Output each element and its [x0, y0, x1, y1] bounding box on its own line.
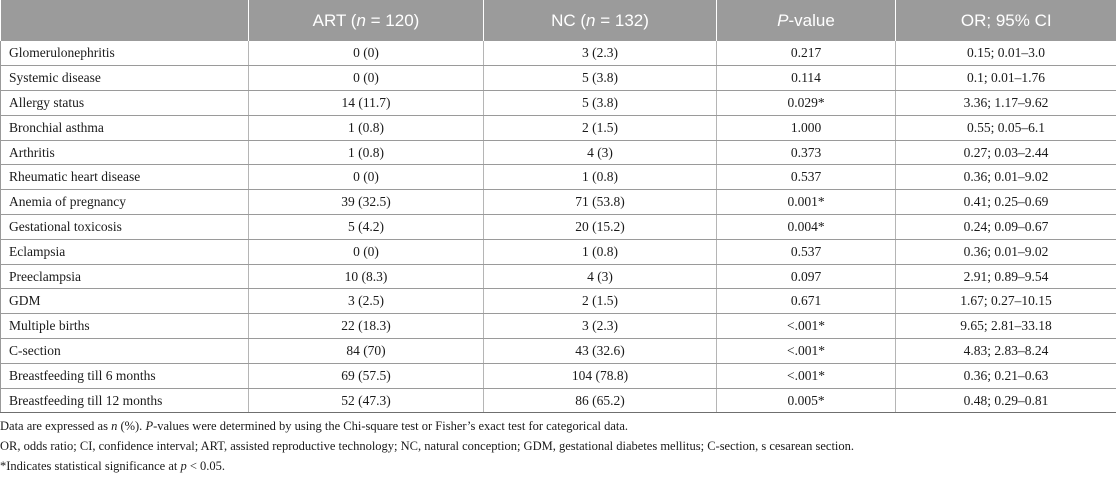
table-footnotes	[0, 416, 1110, 476]
table-row	[1, 66, 1116, 91]
cell-nc: 2 (1.5)	[484, 289, 717, 314]
cell-variable: GDM	[1, 289, 249, 314]
cell-art: 84 (70)	[249, 339, 484, 364]
cell-art: 10 (8.3)	[249, 264, 484, 289]
cell-nc: 1 (0.8)	[484, 165, 717, 190]
cell-p-value: 0.001*	[717, 190, 896, 215]
cell-p-value: 0.671	[717, 289, 896, 314]
cell-p-value: 0.537	[717, 165, 896, 190]
table-row	[1, 41, 1116, 66]
cell-or-ci: 2.91; 0.89–9.54	[896, 264, 1116, 289]
cell-or-ci: 0.1; 0.01–1.76	[896, 66, 1116, 91]
table-row	[1, 239, 1116, 264]
cell-variable: Gestational toxicosis	[1, 215, 249, 240]
cell-p-value: 0.004*	[717, 215, 896, 240]
footnote-data-expression	[0, 416, 1110, 436]
cell-or-ci: 0.48; 0.29–0.81	[896, 388, 1116, 413]
cell-p-value: 1.000	[717, 115, 896, 140]
cell-or-ci: 0.27; 0.03–2.44	[896, 140, 1116, 165]
table-row	[1, 91, 1116, 116]
footnote-abbreviations	[0, 436, 1110, 456]
table-row	[1, 190, 1116, 215]
cell-or-ci: 9.65; 2.81–33.18	[896, 314, 1116, 339]
cell-nc: 5 (3.8)	[484, 91, 717, 116]
cell-nc: 4 (3)	[484, 264, 717, 289]
table-row	[1, 289, 1116, 314]
cell-p-value: 0.217	[717, 41, 896, 66]
cell-or-ci: 3.36; 1.17–9.62	[896, 91, 1116, 116]
cell-p-value: <.001*	[717, 339, 896, 364]
cell-art: 0 (0)	[249, 165, 484, 190]
cell-nc: 2 (1.5)	[484, 115, 717, 140]
cell-p-value: 0.097	[717, 264, 896, 289]
cell-nc: 20 (15.2)	[484, 215, 717, 240]
cell-variable: Breastfeeding till 12 months	[1, 388, 249, 413]
cell-p-value: <.001*	[717, 363, 896, 388]
footnote-significance	[0, 456, 1110, 476]
cell-or-ci: 0.36; 0.01–9.02	[896, 239, 1116, 264]
footnote-text: OR, odds ratio; CI, confidence interval; ART, assisted reproductive technology; NC, natural conception; GDM, gestational diabetes mellitus; C-section, s cesarean section.	[0, 439, 855, 453]
table-body	[1, 41, 1116, 413]
cell-art: 52 (47.3)	[249, 388, 484, 413]
footnote-text: *Indicates statistical significance at p < 0.05.	[0, 459, 226, 473]
table-row	[1, 140, 1116, 165]
table-header-row	[1, 0, 1116, 41]
cell-p-value: 0.029*	[717, 91, 896, 116]
header-cell-variable	[1, 0, 249, 41]
cell-variable: Arthritis	[1, 140, 249, 165]
table-row	[1, 388, 1116, 413]
table-row	[1, 215, 1116, 240]
cell-p-value: 0.373	[717, 140, 896, 165]
table-row	[1, 339, 1116, 364]
header-cell-nc: NC (n = 132)	[484, 0, 717, 41]
cell-variable: Multiple births	[1, 314, 249, 339]
cell-p-value: 0.537	[717, 239, 896, 264]
cell-art: 14 (11.7)	[249, 91, 484, 116]
cell-art: 22 (18.3)	[249, 314, 484, 339]
cell-art: 1 (0.8)	[249, 115, 484, 140]
cell-art: 0 (0)	[249, 239, 484, 264]
cell-or-ci: 0.41; 0.25–0.69	[896, 190, 1116, 215]
header-cell-or-ci: OR; 95% CI	[896, 0, 1116, 41]
cell-or-ci: 0.36; 0.21–0.63	[896, 363, 1116, 388]
cell-art: 3 (2.5)	[249, 289, 484, 314]
cell-p-value: 0.114	[717, 66, 896, 91]
table-row	[1, 363, 1116, 388]
cell-nc: 1 (0.8)	[484, 239, 717, 264]
cell-or-ci: 4.83; 2.83–8.24	[896, 339, 1116, 364]
cell-or-ci: 1.67; 0.27–10.15	[896, 289, 1116, 314]
cell-variable: Anemia of pregnancy	[1, 190, 249, 215]
cell-art: 5 (4.2)	[249, 215, 484, 240]
cell-nc: 43 (32.6)	[484, 339, 717, 364]
cell-variable: Glomerulonephritis	[1, 41, 249, 66]
cell-art: 69 (57.5)	[249, 363, 484, 388]
cell-art: 0 (0)	[249, 41, 484, 66]
cell-p-value: 0.005*	[717, 388, 896, 413]
cell-art: 39 (32.5)	[249, 190, 484, 215]
cell-or-ci: 0.24; 0.09–0.67	[896, 215, 1116, 240]
table-row	[1, 264, 1116, 289]
cell-variable: Rheumatic heart disease	[1, 165, 249, 190]
cell-or-ci: 0.55; 0.05–6.1	[896, 115, 1116, 140]
cell-variable: Bronchial asthma	[1, 115, 249, 140]
cell-variable: C-section	[1, 339, 249, 364]
header-cell-art: ART (n = 120)	[249, 0, 484, 41]
cell-variable: Systemic disease	[1, 66, 249, 91]
cell-or-ci: 0.15; 0.01–3.0	[896, 41, 1116, 66]
footnote-text: Data are expressed as n (%). P-values were determined by using the Chi-square test or Fisher’s exact test for categorical data.	[0, 419, 629, 433]
cell-nc: 3 (2.3)	[484, 314, 717, 339]
cell-variable: Breastfeeding till 6 months	[1, 363, 249, 388]
table-row	[1, 115, 1116, 140]
cell-nc: 71 (53.8)	[484, 190, 717, 215]
table-row	[1, 165, 1116, 190]
cell-or-ci: 0.36; 0.01–9.02	[896, 165, 1116, 190]
cell-nc: 104 (78.8)	[484, 363, 717, 388]
cell-nc: 86 (65.2)	[484, 388, 717, 413]
cell-nc: 5 (3.8)	[484, 66, 717, 91]
cell-variable: Eclampsia	[1, 239, 249, 264]
cell-art: 0 (0)	[249, 66, 484, 91]
cell-nc: 3 (2.3)	[484, 41, 717, 66]
cell-p-value: <.001*	[717, 314, 896, 339]
cell-art: 1 (0.8)	[249, 140, 484, 165]
table-row	[1, 314, 1116, 339]
cell-variable: Preeclampsia	[1, 264, 249, 289]
header-cell-p-value: P-value	[717, 0, 896, 41]
cell-variable: Allergy status	[1, 91, 249, 116]
cell-nc: 4 (3)	[484, 140, 717, 165]
